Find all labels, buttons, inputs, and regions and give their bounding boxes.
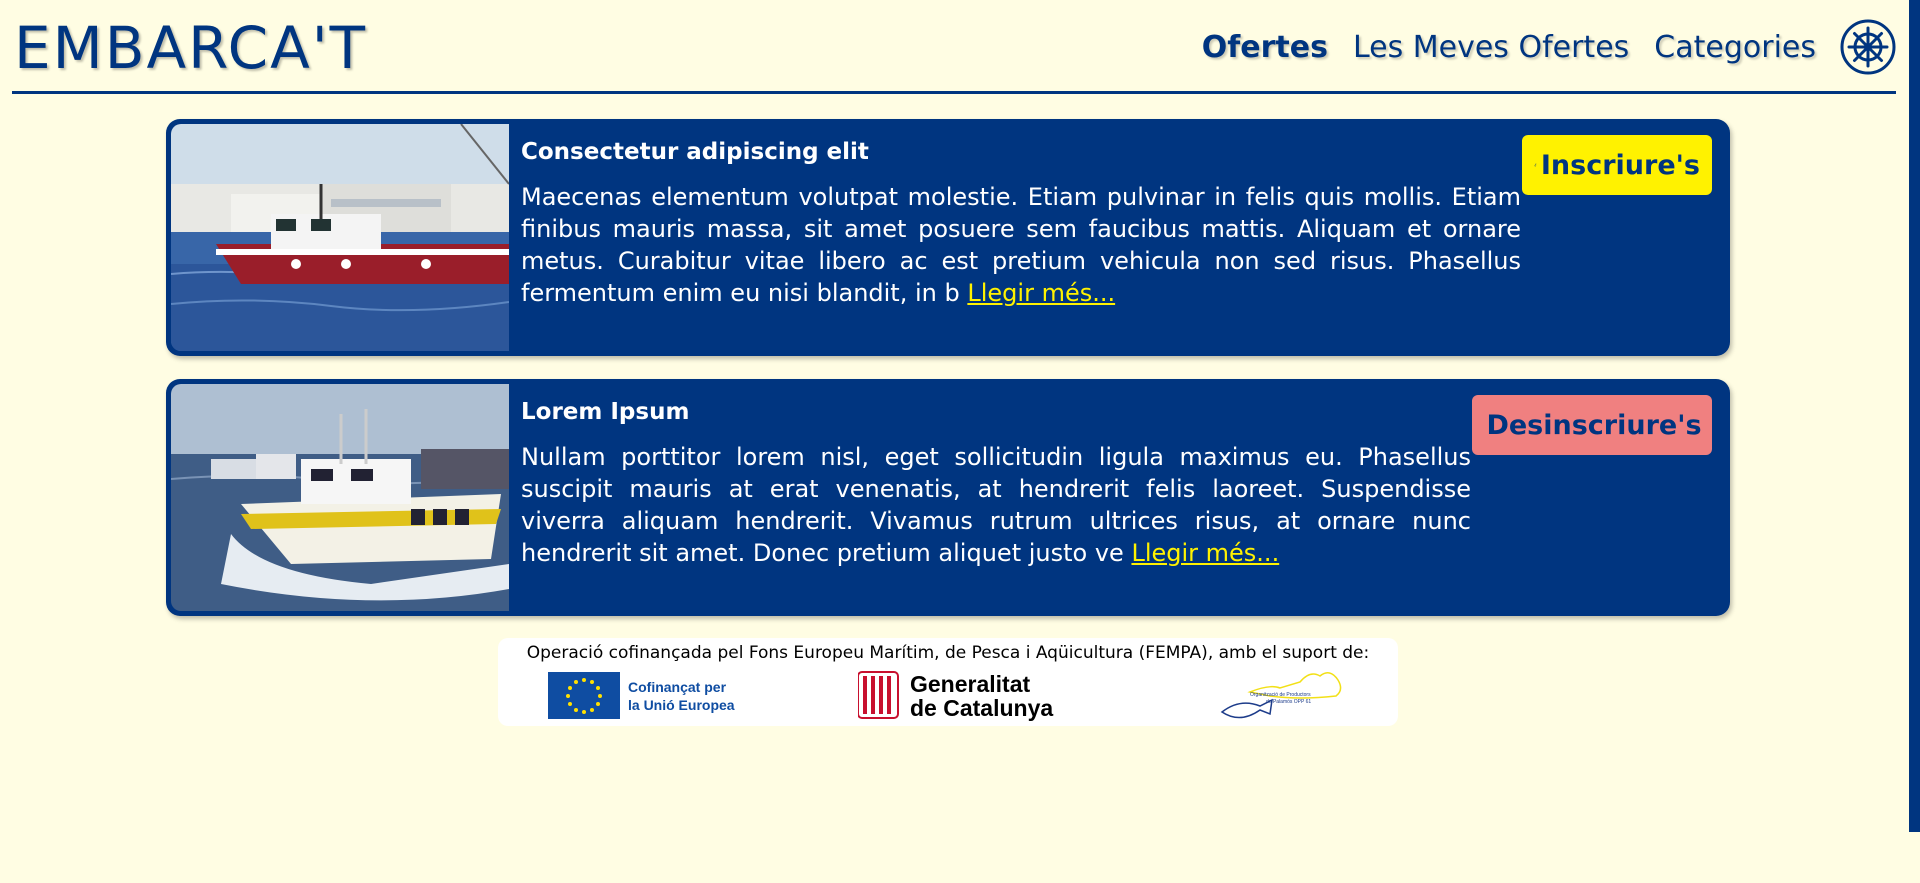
nav-les-meves-ofertes[interactable]: Les Meves Ofertes [1352,29,1630,65]
footer-funding-text: Operació cofinançada pel Fons Europeu Marítim, de Pesca i Aqüicultura (FEMPA), amb el suport de: [526,643,1370,663]
fish-hook-icon [1534,149,1537,181]
offer-description [521,181,1521,309]
nav-ofertes[interactable]: Ofertes [1201,29,1328,65]
offer-description-text: Nullam porttitor lorem nisl, eget sollicitudin ligula maximus eu. Phasellus suscipit mauris at erat venenatis, at hendrerit felis laoreet. Suspendisse viverra aliquam hendrerit. Vivamus rutrum ultrices risus, at ornare nunc hendrerit sit amet. Donec pretium aliquet justo ve [521,443,1471,567]
eu-logo-line2: la Unió Europea [628,697,735,713]
subscribe-button-label: Inscriure's [1540,149,1700,181]
site-header [12,0,1896,94]
offer-card [166,119,1730,356]
eu-logo-line1: Cofinançat per [628,679,727,695]
nav-categories[interactable]: Categories [1654,29,1816,65]
generalitat-logo-line1: Generalitat [910,671,1031,697]
brand-logo[interactable]: EMBARCA'T [14,14,368,82]
offer-image-fishing-boat-yellow [171,384,509,611]
footer-funding [498,638,1398,726]
helm-icon[interactable] [1840,19,1896,75]
eu-logo [548,670,748,724]
offer-card [166,379,1730,616]
opp-logo-line2: de Palamós OPP 61 [1266,699,1312,705]
opp-palamos-logo [1220,662,1350,728]
offer-description-text: Maecenas elementum volutpat molestie. Etiam pulvinar in felis quis mollis. Etiam finibus mauris massa, sit amet posuere sem faucibus mattis. Aliquam et ornare metus. Curabitur vitae libero ac est pretium vehicula non sed risus. Phasellus fermentum enim eu nisi blandit, in b [521,183,1521,307]
subscribe-button[interactable] [1522,135,1712,195]
scrollbar[interactable] [1909,0,1920,832]
opp-logo-line1: Organització de Productors [1250,692,1311,698]
offer-image-fishing-boat-red [171,124,509,351]
generalitat-logo [858,670,1068,726]
offer-title: Lorem Ipsum [521,399,690,425]
generalitat-logo-line2: de Catalunya [910,695,1054,721]
offer-title: Consectetur adipiscing elit [521,139,869,165]
unsubscribe-button-label: Desinscriure's [1486,409,1702,441]
unsubscribe-button[interactable] [1472,395,1712,455]
read-more-link[interactable]: Llegir més... [1131,539,1280,567]
main-nav [1202,16,1896,78]
read-more-link[interactable]: Llegir més... [967,279,1116,307]
offer-description [521,441,1471,569]
